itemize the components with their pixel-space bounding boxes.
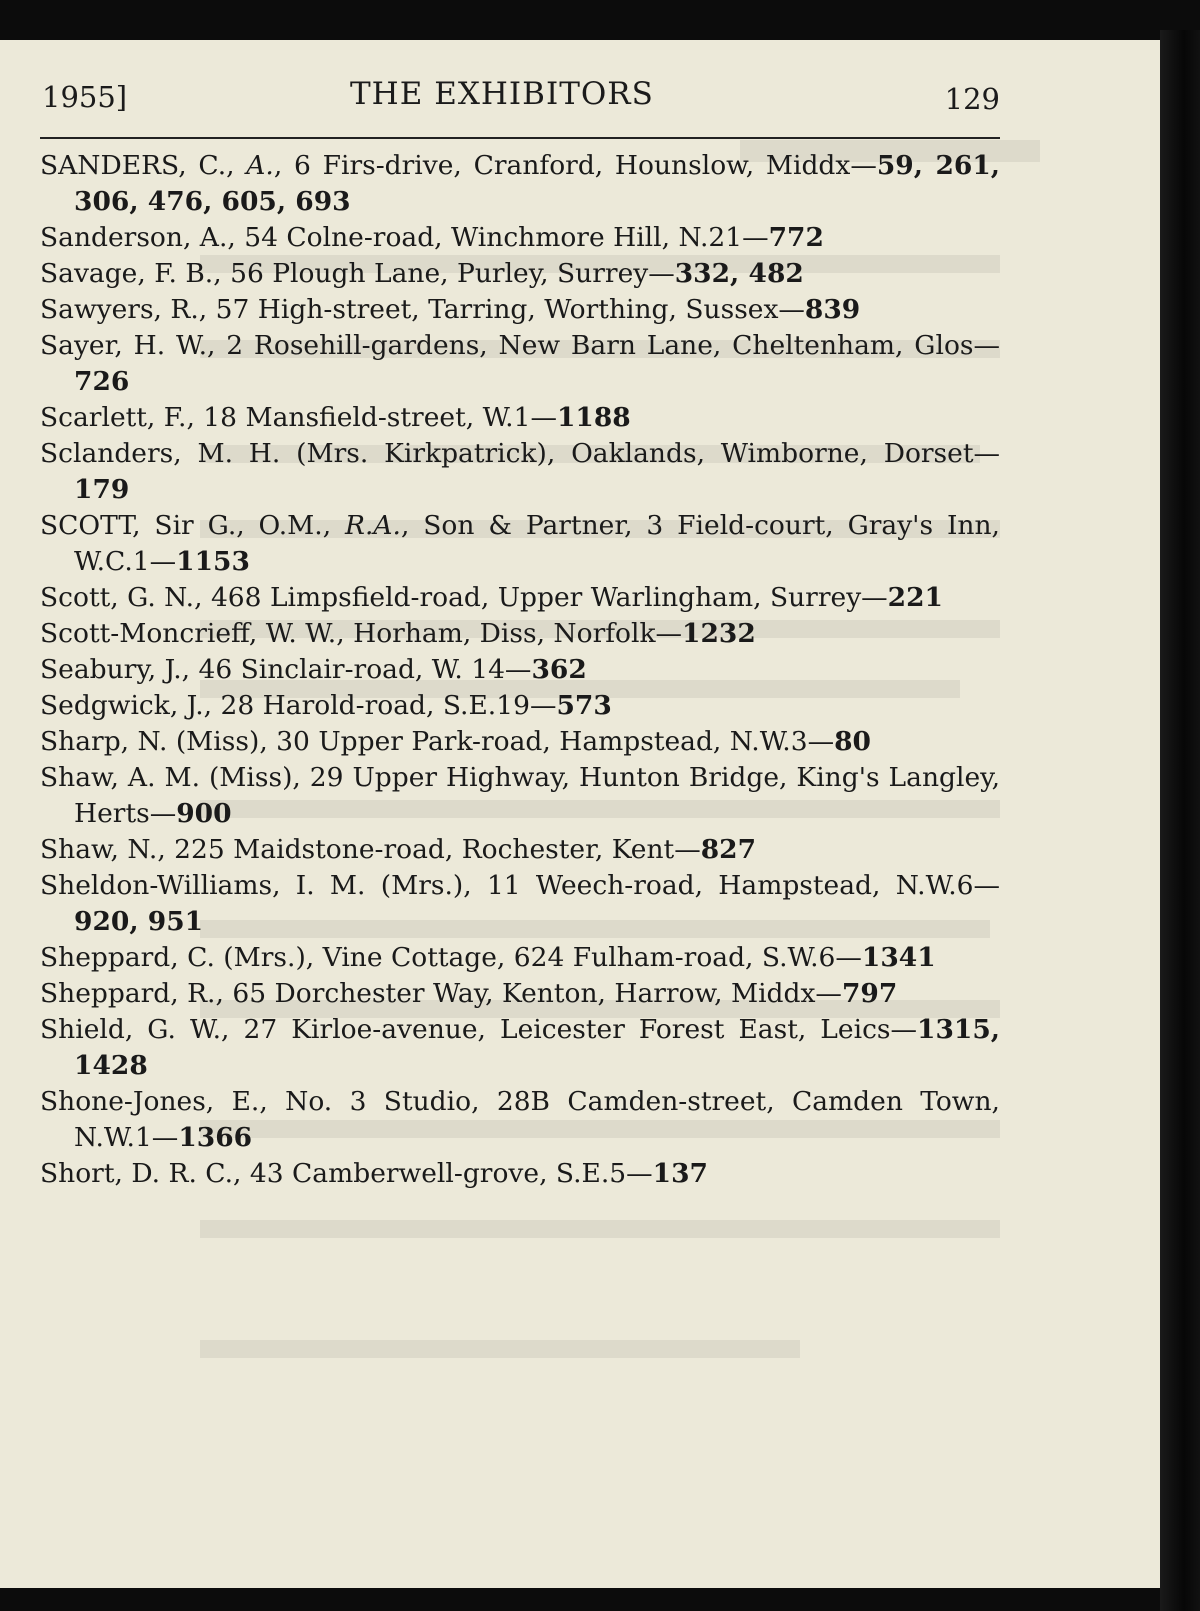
exhibitor-address: 65 Dorchester Way, Kenton, Harrow, Middx— (223, 978, 842, 1009)
running-head-year: 1955] (42, 80, 128, 114)
exhibitor-entry (40, 508, 1000, 580)
exhibitor-name: Shield, G. W., (40, 1014, 230, 1045)
exhibitor-entry (40, 256, 1000, 292)
exhibitor-entry (40, 940, 1000, 976)
exhibitor-name: Sawyers, R., (40, 294, 208, 325)
exhibit-numbers: 1232 (682, 618, 756, 649)
exhibit-numbers: 332, 482 (674, 258, 804, 289)
exhibitor-address: 46 Sinclair-road, W. 14— (190, 654, 532, 685)
exhibitor-name: Scarlett, F., (40, 402, 195, 433)
exhibitor-name: Sharp, N. (Miss), (40, 726, 268, 757)
exhibit-numbers: 1366 (178, 1122, 253, 1153)
exhibitor-address: , 6 Firs-drive, Cranford, Hounslow, Middx— (273, 150, 877, 181)
exhibit-numbers: 1315, 1428 (74, 1014, 1000, 1081)
exhibitor-name: Sedgwick, J., (40, 690, 213, 721)
exhibitor-name: Shaw, N., (40, 834, 166, 865)
exhibit-numbers: 362 (531, 654, 587, 685)
exhibitor-name: Savage, F. B., (40, 258, 222, 289)
exhibitor-address: 27 Kirloe-avenue, Leicester Forest East, Leics— (229, 1014, 918, 1045)
exhibitor-address: 56 Plough Lane, Purley, Surrey— (221, 258, 675, 289)
exhibit-numbers: 137 (652, 1158, 708, 1189)
exhibitor-address: (Mrs. Kirkpatrick), Oaklands, Wimborne, Dorset— (280, 438, 1000, 469)
exhibit-numbers: 920, 951 (74, 906, 204, 937)
exhibitor-name: Sheldon-Williams, I. M. (Mrs.), (40, 870, 472, 901)
exhibitor-entry (40, 436, 1000, 508)
exhibitor-address: 468 Limpsfield-road, Upper Warlingham, Surrey— (202, 582, 888, 613)
exhibitor-address: Horham, Diss, Norfolk— (344, 618, 683, 649)
exhibitor-name: Seabury, J., (40, 654, 191, 685)
exhibitor-entry (40, 1084, 1000, 1156)
header-rule (40, 137, 1000, 139)
exhibitor-entry (40, 1156, 1000, 1192)
exhibitor-address: 54 Colne-road, Winchmore Hill, N.21— (235, 222, 769, 253)
exhibitor-address: 57 High-street, Tarring, Worthing, Sussex— (207, 294, 805, 325)
exhibitor-entry (40, 976, 1000, 1012)
exhibitor-entry (40, 724, 1000, 760)
exhibitor-entry (40, 220, 1000, 256)
exhibit-numbers: 1341 (861, 942, 936, 973)
academic-mark: R.A. (345, 510, 401, 541)
exhibitor-name: Scott, G. N., (40, 582, 203, 613)
academic-mark: A. (246, 150, 274, 181)
exhibitor-address: 29 Upper Highway, Hunton Bridge, King's Langley, Herts— (74, 762, 1001, 829)
exhibitor-entry (40, 652, 1000, 688)
exhibit-numbers: 221 (887, 582, 943, 613)
exhibit-numbers: 772 (768, 222, 824, 253)
exhibitor-name: Scott-Moncrieff, W. W., (40, 618, 345, 649)
exhibit-numbers: 179 (74, 474, 130, 505)
exhibit-numbers: 80 (834, 726, 871, 757)
running-head (40, 76, 1000, 128)
exhibit-numbers: 797 (841, 978, 898, 1009)
exhibitor-address: 2 Rosehill-gardens, New Barn Lane, Cheltenham, Glos— (215, 330, 1000, 361)
exhibitor-entry (40, 328, 1000, 400)
exhibitor-name: Short, D. R. C., (40, 1158, 242, 1189)
exhibitor-name: Shone-Jones, E., (40, 1086, 268, 1117)
exhibitor-name: SCOTT, Sir G., O.M., (40, 510, 332, 541)
exhibitor-address: 18 Mansfield-street, W.1— (194, 402, 557, 433)
exhibitor-name: Sheppard, C. (Mrs.), (40, 942, 315, 973)
exhibit-numbers: 1153 (176, 546, 250, 577)
exhibitor-address: 225 Maidstone-road, Rochester, Kent— (165, 834, 701, 865)
exhibitor-address: , Son & Partner, 3 Field-court, Gray's Inn, W.C.1— (74, 510, 1000, 577)
exhibit-numbers: 726 (74, 366, 130, 397)
exhibitor-address: Vine Cottage, 624 Fulham-road, S.W.6— (314, 942, 862, 973)
exhibitor-entry (40, 616, 1000, 652)
exhibit-numbers: 839 (804, 294, 861, 325)
exhibitor-address: 28 Harold-road, S.E.19— (212, 690, 557, 721)
page-edge-shadow (1160, 30, 1200, 1611)
exhibitor-entry (40, 868, 1000, 940)
exhibitor-name: Sanderson, A., (40, 222, 236, 253)
exhibitor-name: SANDERS, C., (40, 150, 235, 181)
exhibitor-entry (40, 760, 1000, 832)
exhibitor-name: Shaw, A. M. (Miss), (40, 762, 301, 793)
exhibitor-entry (40, 400, 1000, 436)
exhibitor-name: Sayer, H. W., (40, 330, 216, 361)
exhibitor-address: 43 Camberwell-grove, S.E.5— (241, 1158, 653, 1189)
exhibitor-entry (40, 292, 1000, 328)
exhibitor-address: 11 Weech-road, Hampstead, N.W.6— (471, 870, 1000, 901)
exhibit-numbers: 827 (700, 834, 757, 865)
exhibitor-entry (40, 580, 1000, 616)
exhibit-numbers: 900 (176, 798, 232, 829)
exhibitor-entry (40, 832, 1000, 868)
page-number: 129 (944, 82, 1000, 116)
exhibitor-name: Sheppard, R., (40, 978, 224, 1009)
exhibitor-address: No. 3 Studio, 28B Camden-street, Camden Town, N.W.1— (74, 1086, 1000, 1153)
running-head-title: THE EXHIBITORS (350, 76, 654, 112)
exhibit-numbers: 573 (556, 690, 612, 721)
exhibitor-name: Sclanders, M. H. (40, 438, 281, 469)
exhibit-numbers: 1188 (556, 402, 631, 433)
exhibit-numbers: 59, 261, 306, 476, 605, 693 (74, 150, 1000, 217)
exhibitor-list (40, 148, 1000, 1192)
exhibitor-entry (40, 1012, 1000, 1084)
exhibitor-entry (40, 148, 1000, 220)
exhibitor-address: 30 Upper Park-road, Hampstead, N.W.3— (267, 726, 835, 757)
exhibitor-entry (40, 688, 1000, 724)
